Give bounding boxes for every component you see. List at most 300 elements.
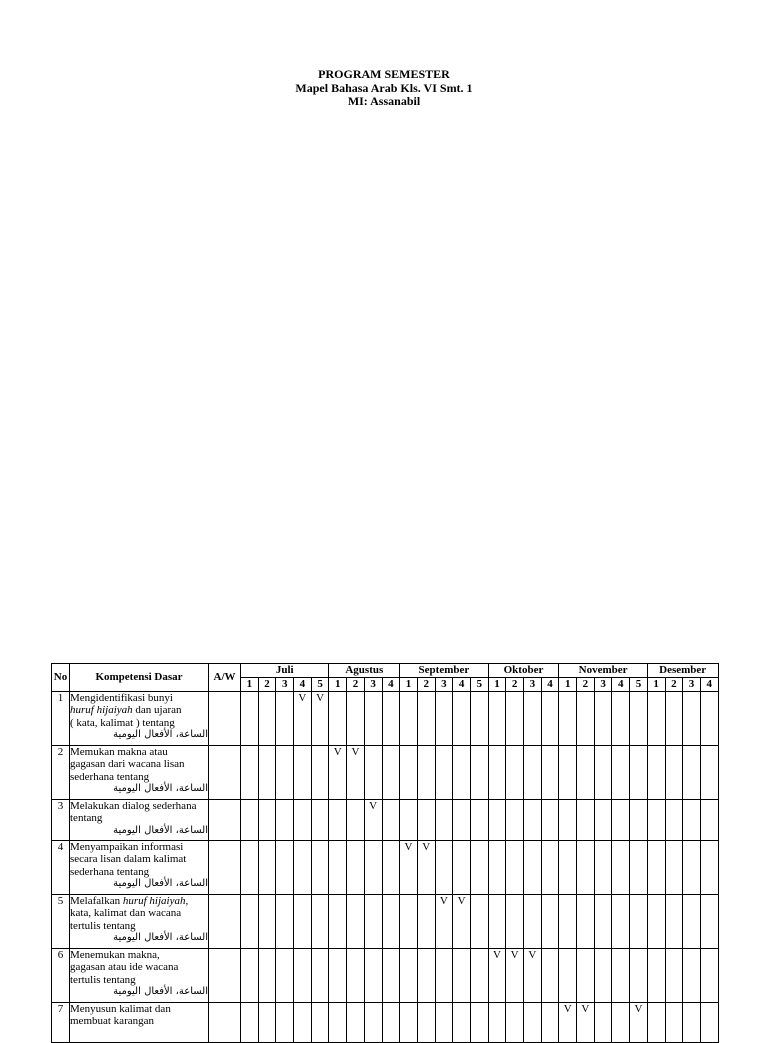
week-cell — [435, 841, 453, 895]
week-cell — [276, 692, 294, 746]
week-cell — [453, 800, 471, 841]
week-header: 3 — [364, 678, 382, 692]
week-cell — [488, 800, 506, 841]
kd-text-line — [70, 949, 208, 961]
week-cell — [241, 895, 259, 949]
week-cell — [347, 800, 365, 841]
week-cell — [311, 841, 329, 895]
week-cell — [612, 1003, 630, 1043]
week-header: 4 — [382, 678, 400, 692]
week-cell — [417, 1003, 435, 1043]
week-cell — [665, 841, 683, 895]
week-cell — [400, 1003, 418, 1043]
week-cell — [329, 800, 347, 841]
week-header: 3 — [276, 678, 294, 692]
week-cell — [435, 800, 453, 841]
week-cell — [294, 746, 312, 800]
week-cell — [470, 692, 488, 746]
week-cell — [400, 895, 418, 949]
week-cell — [311, 746, 329, 800]
week-cell — [400, 746, 418, 800]
week-cell — [470, 1003, 488, 1043]
table-row — [52, 841, 719, 895]
week-cell — [347, 895, 365, 949]
table-row — [52, 746, 719, 800]
week-cell — [364, 895, 382, 949]
week-header: 1 — [559, 678, 577, 692]
kd-text-line — [70, 771, 208, 783]
week-cell — [665, 746, 683, 800]
week-cell — [577, 800, 595, 841]
kd-text-line — [70, 758, 208, 770]
week-cell — [594, 1003, 612, 1043]
week-cell — [488, 841, 506, 895]
week-cell — [329, 949, 347, 1003]
week-cell — [700, 895, 718, 949]
column-no: No — [52, 664, 70, 692]
week-cell — [488, 692, 506, 746]
week-cell — [453, 841, 471, 895]
week-check-mark: V — [311, 692, 329, 746]
column-aw: A/W — [209, 664, 241, 692]
week-cell — [524, 841, 542, 895]
week-header: 5 — [311, 678, 329, 692]
week-cell — [577, 841, 595, 895]
week-cell — [382, 895, 400, 949]
week-cell — [329, 692, 347, 746]
week-cell — [665, 895, 683, 949]
kd-text: ( kata, kalimat ) tentang — [70, 716, 175, 729]
week-cell — [400, 949, 418, 1003]
week-cell — [311, 1003, 329, 1043]
week-cell — [594, 746, 612, 800]
week-cell — [665, 1003, 683, 1043]
week-cell — [435, 1003, 453, 1043]
week-cell — [647, 746, 665, 800]
week-cell — [612, 746, 630, 800]
week-cell — [665, 692, 683, 746]
kd-text: gagasan atau ide wacana — [70, 961, 179, 974]
week-cell — [594, 841, 612, 895]
week-check-mark: V — [488, 949, 506, 1003]
week-cell — [506, 1003, 524, 1043]
week-header: 4 — [700, 678, 718, 692]
week-cell — [258, 841, 276, 895]
week-header: 2 — [577, 678, 595, 692]
week-cell — [683, 949, 701, 1003]
week-cell — [559, 949, 577, 1003]
week-cell — [612, 800, 630, 841]
week-cell — [647, 800, 665, 841]
week-cell — [630, 746, 648, 800]
table-row — [52, 949, 719, 1003]
row-number: 1 — [52, 692, 70, 746]
week-cell — [364, 692, 382, 746]
week-header: 1 — [400, 678, 418, 692]
week-cell — [559, 692, 577, 746]
week-cell — [700, 1003, 718, 1043]
week-header: 4 — [294, 678, 312, 692]
week-cell — [294, 949, 312, 1003]
week-cell — [276, 895, 294, 949]
kd-text-line — [70, 812, 208, 824]
week-cell — [347, 1003, 365, 1043]
kd-italic-term: huruf hijaiyah — [70, 704, 133, 717]
week-cell — [665, 949, 683, 1003]
week-header: 2 — [506, 678, 524, 692]
month-header-desember: Desember — [647, 664, 718, 678]
week-cell — [630, 949, 648, 1003]
row-number: 7 — [52, 1003, 70, 1043]
week-cell — [276, 746, 294, 800]
week-cell — [417, 949, 435, 1003]
week-check-mark: V — [364, 800, 382, 841]
week-cell — [524, 895, 542, 949]
week-cell — [577, 949, 595, 1003]
kompetensi-dasar-cell — [70, 800, 209, 841]
aw-cell — [209, 1003, 241, 1043]
week-header: 3 — [435, 678, 453, 692]
week-cell — [276, 800, 294, 841]
week-header: 1 — [241, 678, 259, 692]
week-cell — [541, 692, 559, 746]
week-cell — [294, 1003, 312, 1043]
week-cell — [417, 895, 435, 949]
week-cell — [241, 841, 259, 895]
week-cell — [647, 1003, 665, 1043]
week-cell — [258, 1003, 276, 1043]
week-cell — [347, 949, 365, 1003]
week-cell — [382, 949, 400, 1003]
kompetensi-dasar-cell — [70, 895, 209, 949]
week-header: 3 — [683, 678, 701, 692]
kd-text-line — [70, 717, 208, 729]
school-name: MI: Assanabil — [347, 94, 421, 108]
week-cell — [506, 800, 524, 841]
week-cell — [258, 692, 276, 746]
week-cell — [559, 800, 577, 841]
row-number: 5 — [52, 895, 70, 949]
week-cell — [541, 841, 559, 895]
kd-text-line — [70, 920, 208, 932]
week-cell — [559, 746, 577, 800]
week-cell — [630, 800, 648, 841]
week-cell — [382, 746, 400, 800]
week-cell — [400, 800, 418, 841]
week-cell — [541, 800, 559, 841]
month-header-november: November — [559, 664, 647, 678]
week-header: 2 — [417, 678, 435, 692]
week-header: 1 — [647, 678, 665, 692]
kd-text-line — [70, 1015, 208, 1027]
week-header: 5 — [630, 678, 648, 692]
week-cell — [559, 841, 577, 895]
week-cell — [700, 949, 718, 1003]
kd-text-line — [70, 853, 208, 865]
week-header: 2 — [347, 678, 365, 692]
kd-text: sederhana tentang — [70, 770, 150, 783]
week-cell — [241, 949, 259, 1003]
week-cell — [683, 746, 701, 800]
arabic-topic: الساعة، الأفعال اليومية — [113, 932, 208, 944]
kd-text: tertulis tentang — [70, 973, 136, 986]
month-header-september: September — [400, 664, 488, 678]
week-check-mark: V — [347, 746, 365, 800]
kd-text-line — [70, 841, 208, 853]
kd-text-line — [70, 907, 208, 919]
week-cell — [470, 746, 488, 800]
week-cell — [294, 800, 312, 841]
row-number: 4 — [52, 841, 70, 895]
week-cell — [612, 841, 630, 895]
kd-text: Menemukan makna, — [70, 949, 160, 961]
week-cell — [241, 1003, 259, 1043]
arabic-topic: الساعة، الأفعال اليومية — [113, 824, 208, 836]
week-cell — [276, 841, 294, 895]
table-row — [52, 895, 719, 949]
week-cell — [347, 841, 365, 895]
week-cell — [612, 895, 630, 949]
week-cell — [276, 949, 294, 1003]
week-cell — [630, 841, 648, 895]
week-cell — [364, 949, 382, 1003]
week-check-mark: V — [506, 949, 524, 1003]
week-cell — [294, 895, 312, 949]
week-cell — [683, 1003, 701, 1043]
week-cell — [506, 841, 524, 895]
arabic-topic: الساعة، الأفعال اليومية — [113, 878, 208, 890]
week-check-mark: V — [630, 1003, 648, 1043]
week-cell — [683, 895, 701, 949]
week-cell — [294, 841, 312, 895]
kd-text: gagasan dari wacana lisan — [70, 758, 185, 771]
week-check-mark: V — [577, 1003, 595, 1043]
week-cell — [559, 895, 577, 949]
week-cell — [630, 895, 648, 949]
week-cell — [417, 800, 435, 841]
week-cell — [612, 692, 630, 746]
week-cell — [594, 692, 612, 746]
week-cell — [506, 692, 524, 746]
kompetensi-dasar-cell — [70, 692, 209, 746]
week-cell — [453, 692, 471, 746]
week-check-mark: V — [329, 746, 347, 800]
kd-italic-term: huruf hijaiyah, — [122, 895, 189, 907]
week-cell — [400, 692, 418, 746]
kompetensi-dasar-cell — [70, 1003, 209, 1043]
week-cell — [470, 800, 488, 841]
week-cell — [647, 692, 665, 746]
month-header-oktober: Oktober — [488, 664, 559, 678]
week-cell — [594, 949, 612, 1003]
week-cell — [524, 746, 542, 800]
week-check-mark: V — [417, 841, 435, 895]
week-cell — [453, 1003, 471, 1043]
kd-text-line — [70, 866, 208, 878]
arabic-topic: الساعة، الأفعال اليومية — [113, 986, 208, 998]
aw-cell — [209, 895, 241, 949]
week-cell — [241, 692, 259, 746]
kd-text: secara lisan dalam kalimat — [70, 853, 187, 866]
week-cell — [647, 841, 665, 895]
kd-text: Melafalkan — [70, 895, 123, 907]
week-cell — [488, 1003, 506, 1043]
week-cell — [700, 841, 718, 895]
week-cell — [488, 746, 506, 800]
kompetensi-dasar-cell — [70, 841, 209, 895]
week-cell — [488, 895, 506, 949]
week-cell — [258, 800, 276, 841]
kd-text: Menyusun kalimat dan — [70, 1003, 171, 1015]
week-cell — [577, 895, 595, 949]
week-check-mark: V — [294, 692, 312, 746]
week-cell — [311, 800, 329, 841]
week-check-mark: V — [400, 841, 418, 895]
week-cell — [435, 746, 453, 800]
week-header: 5 — [470, 678, 488, 692]
week-cell — [683, 692, 701, 746]
aw-cell — [209, 949, 241, 1003]
week-cell — [258, 746, 276, 800]
row-number: 2 — [52, 746, 70, 800]
week-cell — [329, 1003, 347, 1043]
week-cell — [382, 800, 400, 841]
kd-text: kata, kalimat dan wacana — [70, 907, 182, 920]
week-header: 1 — [329, 678, 347, 692]
week-cell — [364, 841, 382, 895]
kd-text-line — [70, 895, 208, 907]
week-cell — [506, 746, 524, 800]
week-check-mark: V — [559, 1003, 577, 1043]
week-cell — [541, 949, 559, 1003]
week-cell — [683, 841, 701, 895]
week-header: 2 — [665, 678, 683, 692]
week-cell — [241, 800, 259, 841]
kd-text: dan ujaran — [132, 704, 182, 717]
kd-text-line — [70, 1003, 208, 1015]
kd-text-line — [70, 692, 208, 704]
week-cell — [470, 841, 488, 895]
week-cell — [276, 1003, 294, 1043]
week-cell — [665, 800, 683, 841]
table-row — [52, 1003, 719, 1043]
week-cell — [630, 692, 648, 746]
week-cell — [311, 949, 329, 1003]
kd-text: tertulis tentang — [70, 919, 136, 932]
week-cell — [470, 949, 488, 1003]
week-cell — [382, 1003, 400, 1043]
week-cell — [647, 949, 665, 1003]
week-cell — [417, 692, 435, 746]
kd-text-line — [70, 974, 208, 986]
kd-text: sederhana tentang — [70, 865, 150, 878]
kd-text-line — [70, 800, 208, 812]
aw-cell — [209, 800, 241, 841]
week-cell — [470, 895, 488, 949]
kd-text-line — [70, 704, 208, 716]
kd-text: Menyampaikan informasi — [70, 841, 184, 853]
kd-text: tentang — [70, 812, 103, 825]
table-row — [52, 692, 719, 746]
week-cell — [364, 1003, 382, 1043]
week-cell — [683, 800, 701, 841]
week-header: 4 — [453, 678, 471, 692]
week-cell — [382, 692, 400, 746]
week-cell — [453, 949, 471, 1003]
week-cell — [311, 895, 329, 949]
week-cell — [347, 692, 365, 746]
week-cell — [329, 841, 347, 895]
week-check-mark: V — [453, 895, 471, 949]
week-cell — [647, 895, 665, 949]
week-cell — [577, 692, 595, 746]
week-cell — [524, 1003, 542, 1043]
kd-text: Memukan makna atau — [70, 746, 168, 758]
week-cell — [382, 841, 400, 895]
week-header: 2 — [258, 678, 276, 692]
kd-text: membuat karangan — [70, 1015, 154, 1028]
week-cell — [541, 746, 559, 800]
week-cell — [700, 746, 718, 800]
week-cell — [577, 746, 595, 800]
week-header: 3 — [524, 678, 542, 692]
week-cell — [700, 692, 718, 746]
kd-text-line — [70, 746, 208, 758]
aw-cell — [209, 692, 241, 746]
week-cell — [524, 800, 542, 841]
kd-text-line — [70, 961, 208, 973]
week-cell — [541, 895, 559, 949]
week-cell — [435, 949, 453, 1003]
week-check-mark: V — [435, 895, 453, 949]
week-cell — [506, 895, 524, 949]
document-title: PROGRAM SEMESTER — [318, 67, 450, 81]
week-cell — [241, 746, 259, 800]
kompetensi-dasar-cell — [70, 746, 209, 800]
week-cell — [524, 692, 542, 746]
week-cell — [258, 949, 276, 1003]
semester-program-table — [51, 663, 719, 1043]
aw-cell — [209, 746, 241, 800]
week-cell — [612, 949, 630, 1003]
arabic-topic: الساعة، الأفعال اليومية — [113, 783, 208, 795]
column-kompetensi-dasar: Kompetensi Dasar — [70, 664, 209, 692]
month-header-agustus: Agustus — [329, 664, 400, 678]
week-cell — [417, 746, 435, 800]
row-number: 3 — [52, 800, 70, 841]
week-cell — [541, 1003, 559, 1043]
table-row — [52, 800, 719, 841]
week-header: 4 — [612, 678, 630, 692]
week-cell — [453, 746, 471, 800]
kd-text: Mengidentifikasi bunyi — [70, 692, 173, 704]
row-number: 6 — [52, 949, 70, 1003]
week-cell — [435, 692, 453, 746]
week-header: 3 — [594, 678, 612, 692]
week-check-mark: V — [524, 949, 542, 1003]
kompetensi-dasar-cell — [70, 949, 209, 1003]
month-header-juli: Juli — [241, 664, 329, 678]
arabic-topic: الساعة، الأفعال اليومية — [113, 729, 208, 741]
week-cell — [258, 895, 276, 949]
document-header — [0, 68, 768, 109]
week-header: 1 — [488, 678, 506, 692]
week-cell — [329, 895, 347, 949]
week-cell — [700, 800, 718, 841]
kd-text: Melakukan dialog sederhana — [70, 800, 197, 812]
week-header: 4 — [541, 678, 559, 692]
aw-cell — [209, 841, 241, 895]
